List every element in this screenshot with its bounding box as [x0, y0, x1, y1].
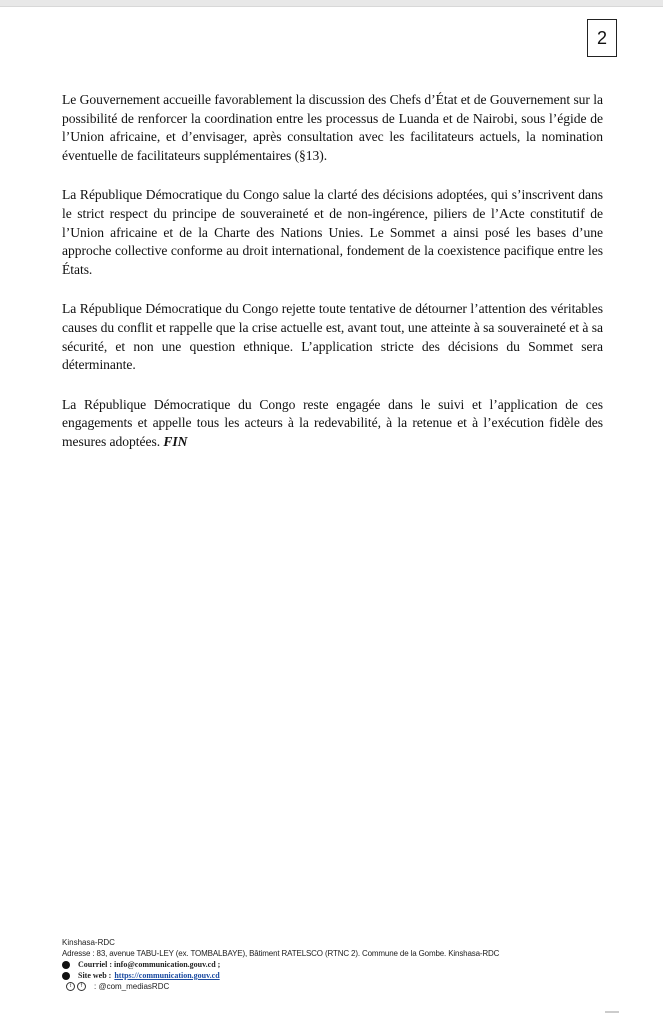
- bullet-icon: [62, 961, 70, 969]
- page-number: 2: [587, 19, 617, 57]
- footer-website-link[interactable]: https://communication.gouv.cd: [114, 971, 220, 980]
- twitter-icon[interactable]: t: [66, 982, 75, 991]
- footer-city: Kinshasa-RDC: [62, 938, 115, 947]
- footer-website-row: [62, 970, 622, 981]
- footer-email[interactable]: Courriel : info@communication.gouv.cd ;: [78, 960, 221, 969]
- footer-website-label: Site web :: [78, 971, 112, 980]
- document-page: [0, 6, 663, 1025]
- footer: [62, 937, 622, 992]
- document-body: [62, 91, 603, 473]
- footer-social-handle[interactable]: : @com_mediasRDC: [94, 982, 170, 991]
- end-mark: FIN: [163, 433, 188, 449]
- paragraph-conflict: La République Démocratique du Congo rejette toute tentative de détourner l’attention des véritables causes du conflit et rappelle que la crise actuelle est, avant tout, une atteinte à sa souveraineté et à sa sécurité, et non une question ethnique. L’application stricte des décisions du Sommet sera déterminante.: [62, 301, 603, 373]
- footer-address: Adresse : 83, avenue TABU-LEY (ex. TOMBALBAYE), Bâtiment RATELSCO (RTNC 2). Commune de la Gombe. Kinshasa-RDC: [62, 949, 500, 958]
- paragraph-decisions: La République Démocratique du Congo salue la clarté des décisions adoptées, qui s’inscrivent dans le strict respect du principe de souveraineté et de non-ingérence, piliers de l’Acte constitutif de l’Union africaine et de la Charte des Nations Unies. Le Sommet a ainsi posé les bases d’une approche collective conforme au droit international, fondement de la coexistence pacifique entre les États.: [62, 187, 603, 277]
- paragraph-coordination: Le Gouvernement accueille favorablement la discussion des Chefs d’État et de Gouvernement sur la possibilité de renforcer la coordination entre les processus de Luanda et de Nairobi, sous l’égide de l’Union africaine, et d’envisager, après consultation avec les facilitateurs actuels, la nomination éventuelle de facilitateurs supplémentaires (§13).: [62, 92, 603, 163]
- paragraph-engagement: [62, 396, 603, 452]
- footer-social-row: [62, 981, 622, 992]
- bullet-icon: [62, 972, 70, 980]
- social-icons: [66, 982, 88, 991]
- corner-mark: [605, 1011, 619, 1013]
- facebook-icon[interactable]: f: [77, 982, 86, 991]
- paragraph-engagement-text: La République Démocratique du Congo reste engagée dans le suivi et l’application de ces engagements et appelle tous les acteurs à la redevabilité, à la retenue et à l’exécution fidèle des mesures adoptées.: [62, 396, 603, 449]
- footer-email-row: [62, 959, 622, 970]
